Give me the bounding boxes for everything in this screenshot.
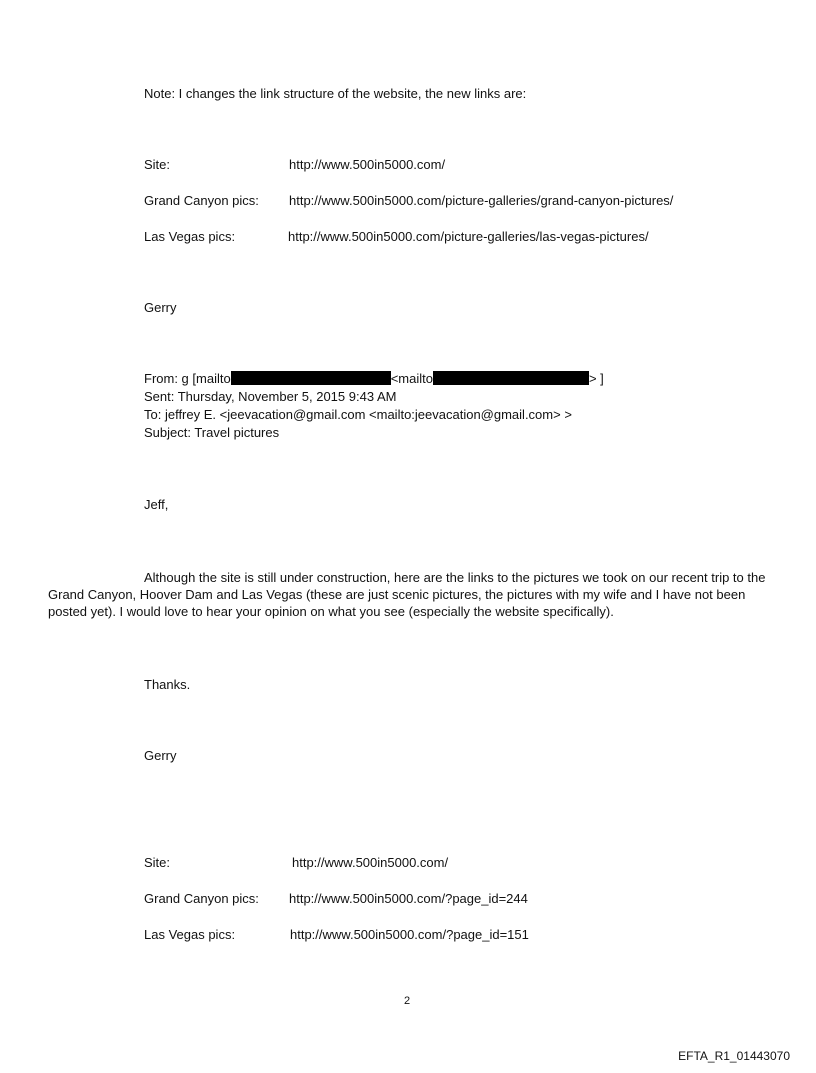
old-grand-canyon-url[interactable]: http://www.500in5000.com/?page_id=244 — [289, 891, 528, 906]
new-grand-canyon-label: Grand Canyon pics: — [144, 193, 259, 208]
old-site-label: Site: — [144, 855, 171, 870]
new-las-vegas-url[interactable]: http://www.500in5000.com/picture-galleries/las-vegas-pictures/ — [288, 229, 649, 244]
old-las-vegas-label: Las Vegas pics: — [144, 927, 236, 942]
new-site-url[interactable]: http://www.500in5000.com/ — [289, 157, 446, 172]
subject-line: Subject: Travel pictures — [144, 425, 280, 440]
old-las-vegas-url[interactable]: http://www.500in5000.com/?page_id=151 — [290, 927, 529, 942]
signature: Gerry — [144, 748, 177, 763]
from-mid: <mailto — [390, 371, 433, 386]
thanks: Thanks. — [144, 677, 191, 692]
from-suffix: > ] — [588, 371, 604, 386]
signature: Gerry — [144, 300, 177, 315]
new-site-label: Site: — [144, 157, 171, 172]
new-grand-canyon-url[interactable]: http://www.500in5000.com/picture-galleries/grand-canyon-pictures/ — [289, 193, 674, 208]
from-line — [144, 371, 604, 387]
from-prefix: From: g [mailto — [144, 371, 231, 386]
to-line: To: jeffrey E. <jeevacation@gmail.com <mailto:jeevacation@gmail.com> > — [144, 407, 572, 422]
new-las-vegas-label: Las Vegas pics: — [144, 229, 236, 244]
greeting: Jeff, — [144, 497, 169, 512]
page-number: 2 — [404, 995, 411, 1007]
old-grand-canyon-label: Grand Canyon pics: — [144, 891, 259, 906]
body-paragraph: Although the site is still under construction, here are the links to the pictures we took on our recent trip to the Grand Canyon, Hoover Dam and Las Vegas (these are just scenic pictures, the pictures with my wife and I have not been posted yet). I would love to hear your opinion on what you see (especially the website specifically). — [48, 570, 766, 619]
sent-line: Sent: Thursday, November 5, 2015 9:43 AM — [144, 389, 397, 404]
note-line: Note: I changes the link structure of the website, the new links are: — [144, 86, 527, 101]
redaction-block — [231, 371, 391, 385]
old-site-url[interactable]: http://www.500in5000.com/ — [292, 855, 449, 870]
document-id: EFTA_R1_01443070 — [678, 1049, 790, 1063]
redaction-block — [433, 371, 589, 385]
